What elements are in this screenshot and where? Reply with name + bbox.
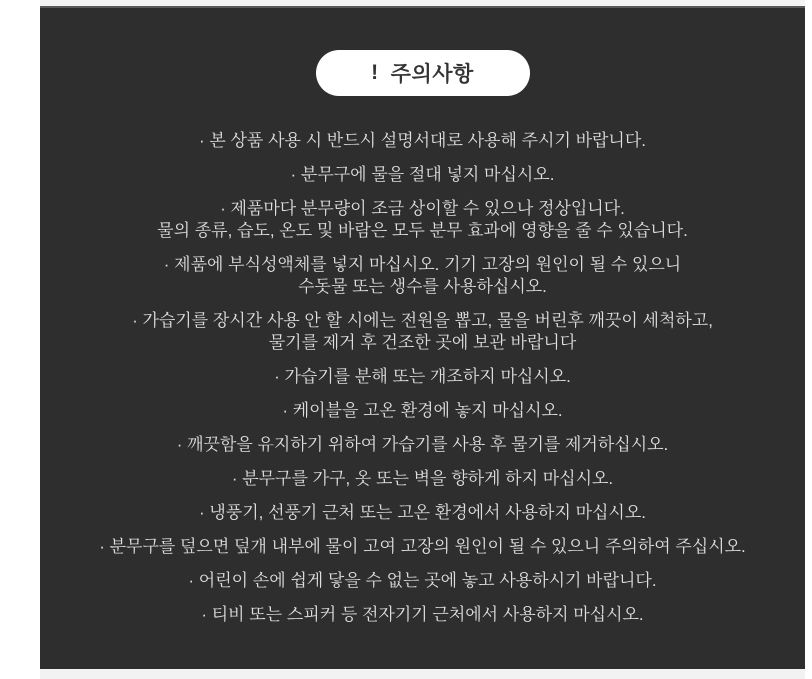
caution-item [40,366,805,388]
caution-item [40,468,805,490]
caution-line: · 제품에 부식성액체를 넣지 마십시오. 기기 고장의 원인이 될 수 있으니 [163,255,682,274]
caution-list [40,130,805,626]
caution-line: · 본 상품 사용 시 반드시 설명서대로 사용해 주시기 바랍니다. [198,131,647,150]
caution-badge-label: 주의사항 [390,63,474,86]
exclamation-icon: ! [371,61,379,84]
next-section-strip [40,669,805,679]
caution-line: · 티비 또는 스피커 등 전자기기 근처에서 사용하지 마십시오. [201,605,644,624]
caution-line: 수돗물 또는 생수를 사용하십시오. [298,277,547,296]
caution-line: · 가습기를 장시간 사용 안 할 시에는 전원을 뽑고, 물을 버린후 깨끗이 세척하고, [132,311,713,330]
caution-item [40,604,805,626]
caution-item [40,198,805,242]
caution-item [40,310,805,354]
caution-item [40,536,805,558]
caution-line: 물의 종류, 습도, 온도 및 바람은 모두 분무 효과에 영향을 줄 수 있습니다. [157,221,688,240]
caution-line: · 분무구를 덮으면 덮개 내부에 물이 고여 고장의 원인이 될 수 있으니 주의하여 주십시오. [99,537,746,556]
caution-item [40,130,805,152]
caution-item [40,502,805,524]
caution-item [40,570,805,592]
previous-section-strip [40,0,805,8]
caution-line: · 케이블을 고온 환경에 놓지 마십시오. [282,401,563,420]
caution-line: 물기를 제거 후 건조한 곳에 보관 바랍니다 [268,333,577,352]
caution-line: · 어린이 손에 쉽게 닿을 수 없는 곳에 놓고 사용하시기 바랍니다. [188,571,657,590]
caution-panel [40,8,805,669]
caution-item [40,434,805,456]
caution-item [40,164,805,186]
caution-line: · 제품마다 분무량이 조금 상이할 수 있으나 정상입니다. [220,199,625,218]
caution-item [40,400,805,422]
caution-item [40,254,805,298]
content-column [40,0,805,679]
caution-line: · 가습기를 분해 또는 개조하지 마십시오. [274,367,571,386]
caution-line: · 분무구를 가구, 옷 또는 벽을 향하게 하지 마십시오. [231,469,614,488]
caution-line: · 분무구에 물을 절대 넣지 마십시오. [290,165,555,184]
caution-line: · 냉풍기, 선풍기 근처 또는 고온 환경에서 사용하지 마십시오. [198,503,647,522]
caution-line: · 깨끗함을 유지하기 위하여 가습기를 사용 후 물기를 제거하십시오. [176,435,669,454]
caution-badge [316,50,530,96]
